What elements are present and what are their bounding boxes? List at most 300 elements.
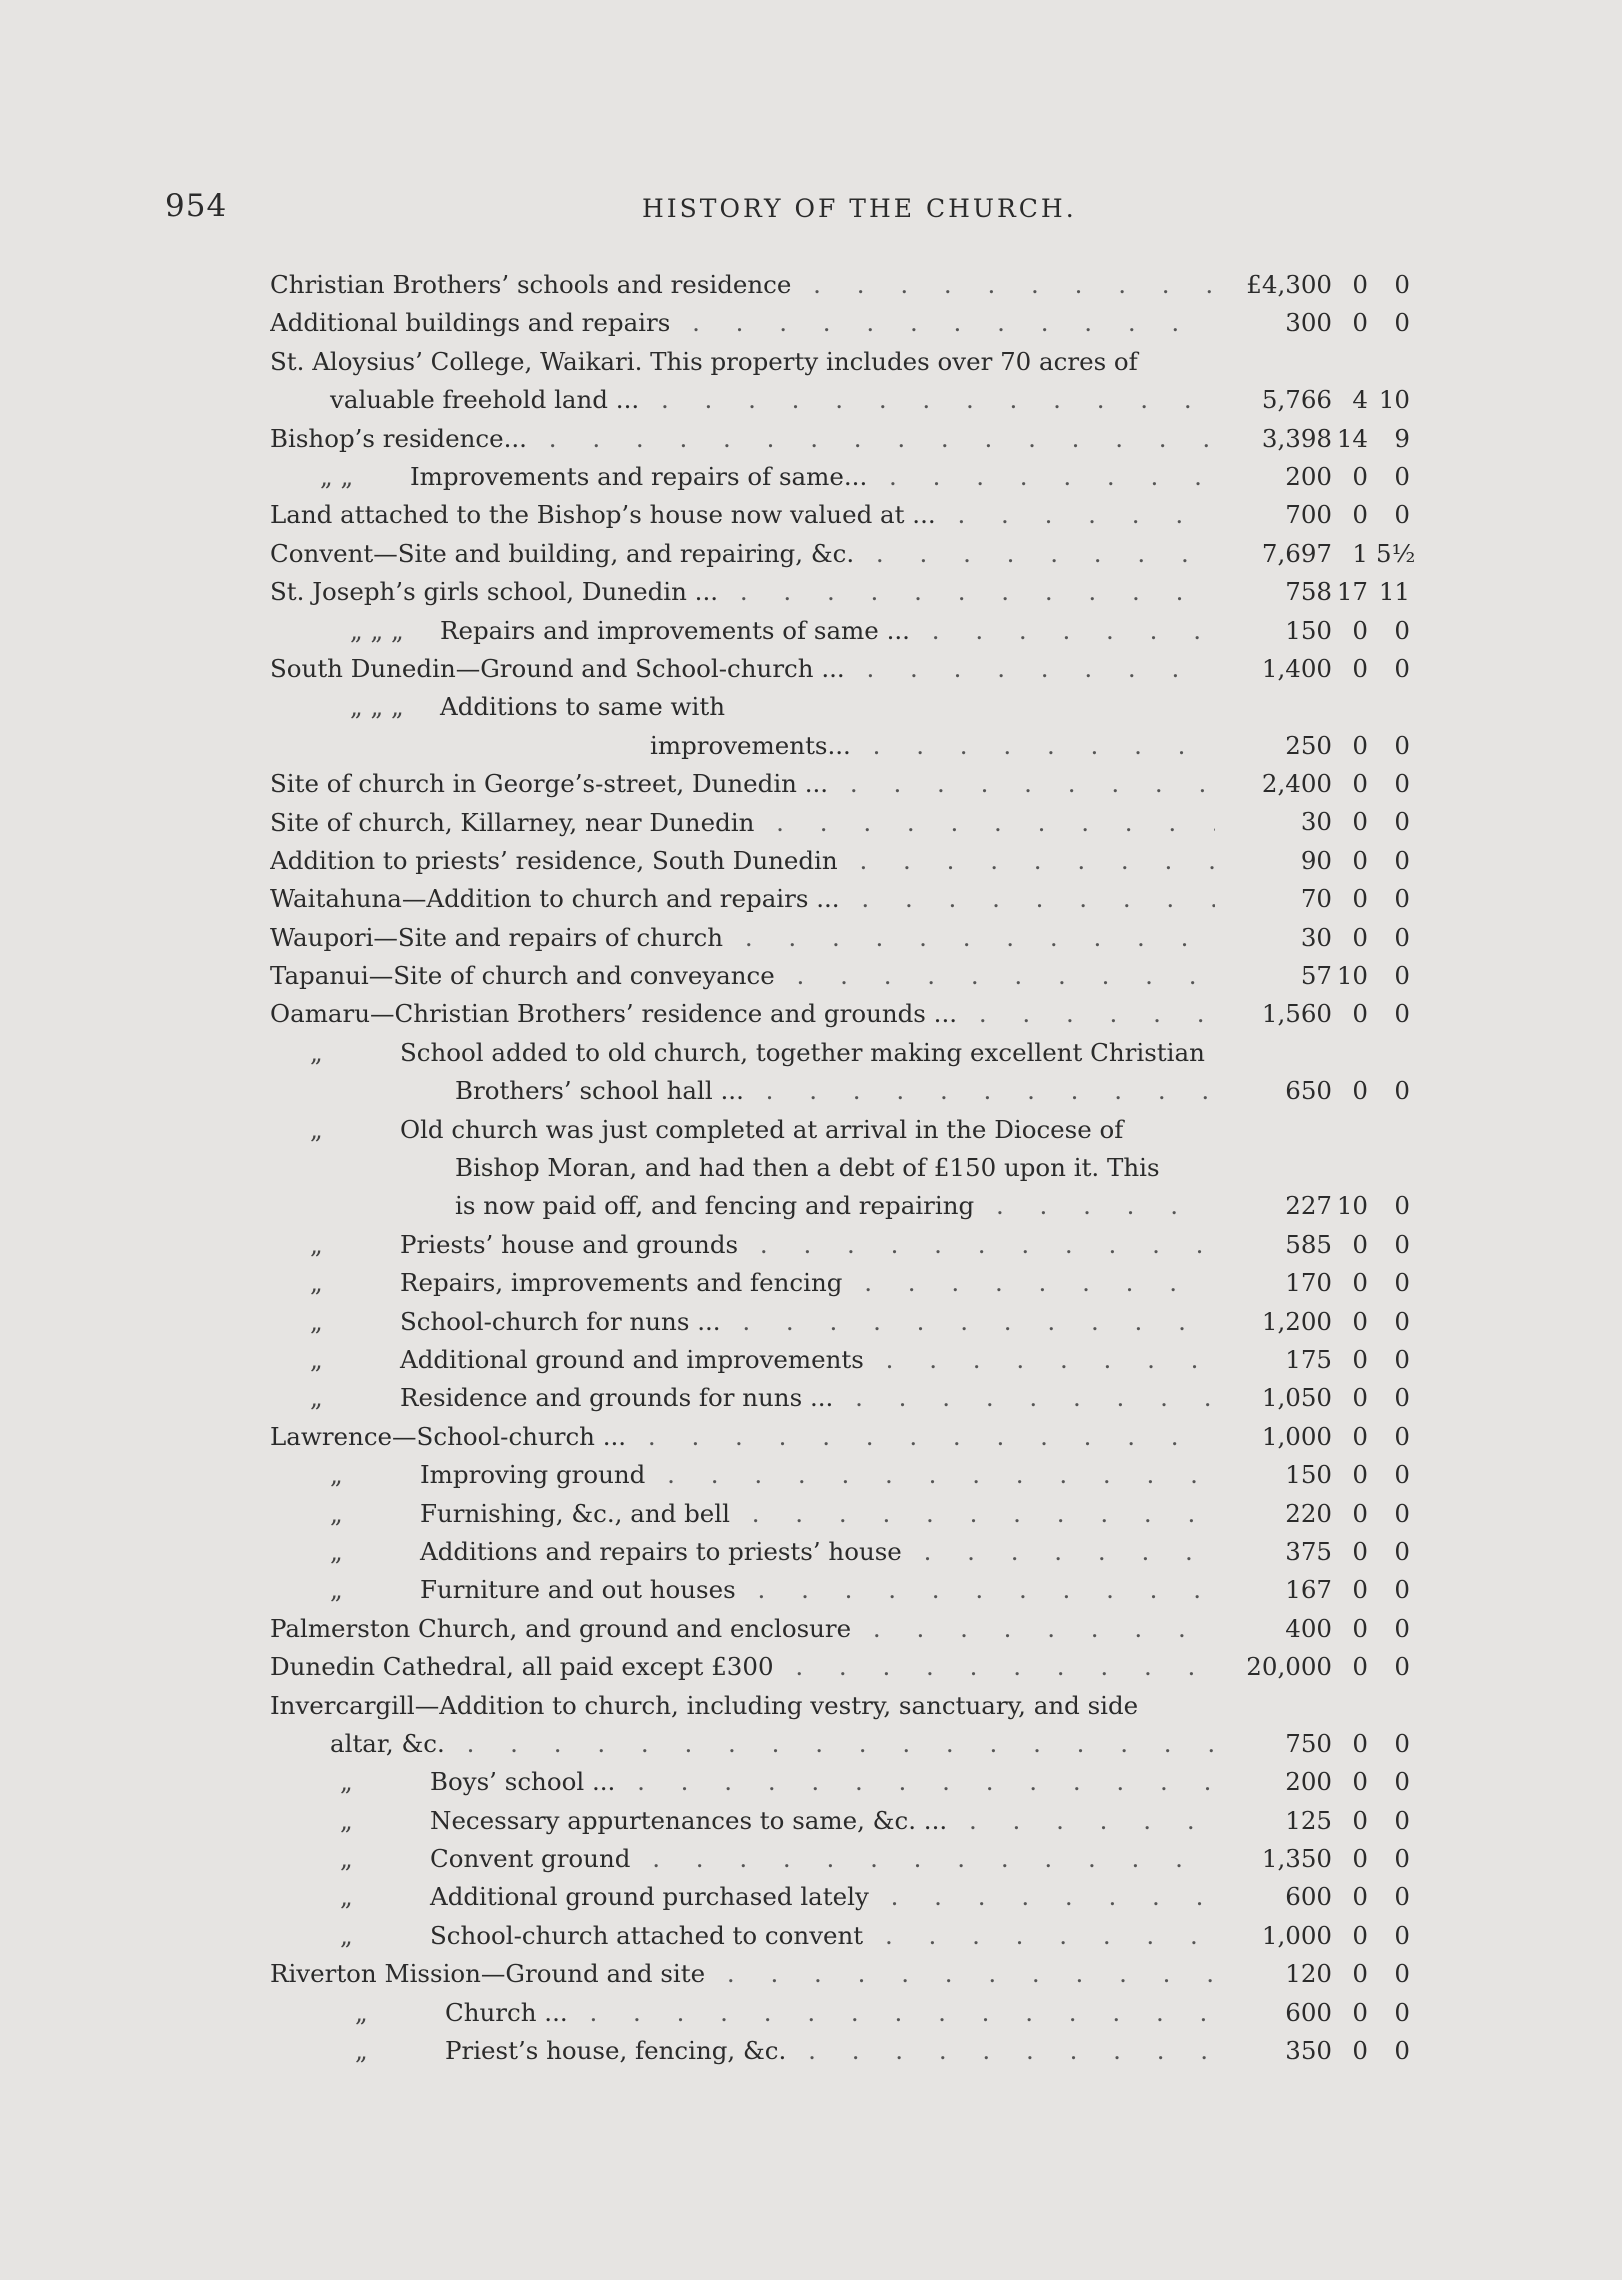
pence-value: 0 (1394, 1728, 1410, 1758)
entry-description (270, 1917, 1215, 1955)
entry-row (270, 535, 1430, 573)
entry-row (270, 1303, 1430, 1341)
entry-description (270, 1533, 1215, 1571)
description-line (270, 535, 1215, 573)
description-line (270, 1149, 1215, 1187)
description-text: Waitahuna—Addition to church and repairs ... (270, 884, 840, 914)
pounds-value: 1,560 (1261, 999, 1332, 1029)
description-text: Land attached to the Bishop’s house now valued at ... (270, 500, 936, 530)
entry-description (270, 957, 1215, 995)
ditto-mark: „ (340, 1805, 353, 1835)
description-text: Convent ground (430, 1844, 631, 1874)
shillings-value: 0 (1352, 845, 1368, 875)
entry-description (270, 650, 1215, 688)
entry-description (270, 458, 1215, 496)
pounds-value: 250 (1285, 730, 1332, 760)
shillings-value: 10 (1336, 1191, 1368, 1221)
pence-value: 0 (1394, 1076, 1410, 1106)
entry-row (270, 1495, 1430, 1533)
entry-description (270, 343, 1215, 420)
entry-row (270, 573, 1430, 611)
shillings-value: 1 (1352, 538, 1368, 568)
shillings-value: 0 (1352, 1498, 1368, 1528)
description-text: South Dunedin—Ground and School-church ... (270, 653, 845, 683)
pounds-value: 3,398 (1261, 423, 1332, 453)
pounds-value: 30 (1300, 807, 1332, 837)
description-text: Improving ground (420, 1460, 646, 1490)
entry-row (270, 1111, 1430, 1226)
running-title: HISTORY OF THE CHURCH. (642, 194, 1077, 223)
entry-amount (1210, 458, 1410, 496)
description-line (270, 1187, 1215, 1225)
description-line (270, 1571, 1215, 1609)
shillings-value: 10 (1336, 961, 1368, 991)
pence-value: 0 (1394, 2036, 1410, 2066)
pounds-value: 1,000 (1261, 1920, 1332, 1950)
entry-row (270, 612, 1430, 650)
entry-row (270, 1571, 1430, 1609)
ditto-mark: „ (330, 1536, 343, 1566)
pence-value: 0 (1394, 807, 1410, 837)
pence-value: 0 (1394, 269, 1410, 299)
ditto-mark: „ „ „ (350, 692, 404, 722)
description-line (270, 496, 1215, 534)
entry-row (270, 1917, 1430, 1955)
shillings-value: 0 (1352, 922, 1368, 952)
entry-amount (1210, 1802, 1410, 1840)
entry-description (270, 1994, 1215, 2032)
shillings-value: 0 (1352, 730, 1368, 760)
entry-description (270, 1955, 1215, 1993)
description-text: School-church for nuns ... (400, 1306, 721, 1336)
description-line (270, 304, 1215, 342)
description-line (270, 1917, 1215, 1955)
description-text: Furniture and out houses (420, 1575, 736, 1605)
pounds-value: 300 (1285, 308, 1332, 338)
pounds-value: 70 (1300, 884, 1332, 914)
pounds-value: 1,000 (1261, 1421, 1332, 1451)
ditto-mark: „ (340, 1844, 353, 1874)
entry-amount (1210, 1878, 1410, 1916)
entry-description (270, 765, 1215, 803)
entry-description (270, 304, 1215, 342)
pence-value: 10 (1378, 385, 1410, 415)
description-text: Repairs, improvements and fencing (400, 1268, 843, 1298)
pounds-value: 1,050 (1261, 1383, 1332, 1413)
pounds-value: 227 (1285, 1191, 1332, 1221)
description-line (270, 880, 1215, 918)
shillings-value: 0 (1352, 1767, 1368, 1797)
entry-amount (1210, 1379, 1410, 1417)
entry-description (270, 2032, 1215, 2070)
pence-value: 0 (1394, 1229, 1410, 1259)
description-line (270, 1802, 1215, 1840)
description-line (270, 995, 1215, 1033)
description-line (270, 1955, 1215, 1993)
description-text: Priests’ house and grounds (400, 1229, 739, 1259)
description-text: St. Aloysius’ College, Waikari. This property includes over 70 acres of (270, 346, 1138, 376)
shillings-value: 0 (1352, 1728, 1368, 1758)
shillings-value: 0 (1352, 1652, 1368, 1682)
ditto-mark: „ (340, 1767, 353, 1797)
description-line (270, 1341, 1215, 1379)
description-text: Dunedin Cathedral, all paid except £300 (270, 1652, 774, 1682)
entry-amount (1210, 1264, 1410, 1302)
entry-description (270, 420, 1215, 458)
entry-description (270, 688, 1215, 765)
entry-amount (1210, 573, 1410, 611)
pounds-value: 600 (1285, 1997, 1332, 2027)
entry-description (270, 1303, 1215, 1341)
entry-description (270, 1763, 1215, 1801)
description-text: School-church attached to convent (430, 1920, 864, 1950)
shillings-value: 0 (1352, 1882, 1368, 1912)
shillings-value: 0 (1352, 1344, 1368, 1374)
description-text: Oamaru—Christian Brothers’ residence and grounds ... (270, 999, 958, 1029)
pounds-value: 700 (1285, 500, 1332, 530)
description-text: Priest’s house, fencing, &c. (445, 2036, 787, 2066)
pounds-value: 2,400 (1261, 769, 1332, 799)
pence-value: 0 (1394, 730, 1410, 760)
pounds-value: 150 (1285, 615, 1332, 645)
description-text: Furnishing, &c., and bell (420, 1498, 730, 1528)
entry-amount (1210, 919, 1410, 957)
description-line (270, 2032, 1215, 2070)
entry-amount (1210, 1111, 1410, 1226)
entry-row (270, 1533, 1430, 1571)
shillings-value: 0 (1352, 1421, 1368, 1451)
description-text: Brothers’ school hall ... (455, 1076, 744, 1106)
entry-row (270, 343, 1430, 420)
entry-description (270, 1226, 1215, 1264)
ditto-mark: „ (355, 1997, 368, 2027)
entry-amount (1210, 1226, 1410, 1264)
ditto-mark: „ „ „ (350, 615, 404, 645)
entry-row (270, 1687, 1430, 1764)
description-line (270, 1840, 1215, 1878)
entry-row (270, 804, 1430, 842)
pounds-value: 90 (1300, 845, 1332, 875)
description-text: altar, &c. (330, 1728, 445, 1758)
description-line (270, 765, 1215, 803)
pounds-value: 350 (1285, 2036, 1332, 2066)
shillings-value: 0 (1352, 884, 1368, 914)
description-line (270, 1533, 1215, 1571)
description-line (270, 1878, 1215, 1916)
entry-amount (1210, 995, 1410, 1033)
pounds-value: 200 (1285, 461, 1332, 491)
description-text: Addition to priests’ residence, South Dunedin (270, 845, 838, 875)
description-text: Christian Brothers’ schools and residence (270, 270, 792, 299)
description-line (270, 343, 1215, 381)
pence-value: 0 (1394, 1344, 1410, 1374)
entry-amount (1210, 1495, 1410, 1533)
entry-description (270, 1495, 1215, 1533)
description-line (270, 1763, 1215, 1801)
entry-amount (1210, 1571, 1410, 1609)
entry-row (270, 842, 1430, 880)
shillings-value: 0 (1352, 1575, 1368, 1605)
description-line (270, 1111, 1215, 1149)
pence-value: 0 (1394, 1767, 1410, 1797)
entry-description (270, 1878, 1215, 1916)
shillings-value: 0 (1352, 1844, 1368, 1874)
description-text: Church ... (445, 1997, 568, 2027)
ditto-mark: „ (310, 1114, 323, 1144)
entry-amount (1210, 496, 1410, 534)
pence-value: 0 (1394, 308, 1410, 338)
entry-description (270, 880, 1215, 918)
entry-row (270, 957, 1430, 995)
description-text: Convent—Site and building, and repairing, &c. (270, 538, 855, 568)
description-line (270, 1687, 1215, 1725)
pence-value: 0 (1394, 1383, 1410, 1413)
entry-amount (1210, 266, 1410, 304)
pounds-value: 150 (1285, 1460, 1332, 1490)
entry-row (270, 266, 1430, 304)
entry-row (270, 1264, 1430, 1302)
entry-description (270, 1456, 1215, 1494)
entry-description (270, 1264, 1215, 1302)
entry-row (270, 2032, 1430, 2070)
entry-amount (1210, 304, 1410, 342)
pounds-value: 5,766 (1261, 385, 1332, 415)
shillings-value: 0 (1352, 1997, 1368, 2027)
shillings-value: 0 (1352, 807, 1368, 837)
entry-amount (1210, 1341, 1410, 1379)
pence-value: 0 (1394, 1536, 1410, 1566)
ditto-mark: „ (330, 1575, 343, 1605)
pounds-value: 585 (1285, 1229, 1332, 1259)
entry-row (270, 1802, 1430, 1840)
entry-description (270, 1648, 1215, 1686)
shillings-value: 0 (1352, 999, 1368, 1029)
description-line (270, 1456, 1215, 1494)
ditto-mark: „ (310, 1306, 323, 1336)
description-line (270, 1034, 1215, 1072)
shillings-value: 0 (1352, 1306, 1368, 1336)
page-number: 954 (165, 188, 228, 224)
pounds-value: 375 (1285, 1536, 1332, 1566)
entry-amount (1210, 957, 1410, 995)
pounds-value: 600 (1285, 1882, 1332, 1912)
shillings-value: 0 (1352, 769, 1368, 799)
pounds-value: 167 (1285, 1575, 1332, 1605)
entry-description (270, 1418, 1215, 1456)
description-line (270, 919, 1215, 957)
entry-description (270, 804, 1215, 842)
description-line (270, 1303, 1215, 1341)
entry-amount (1210, 650, 1410, 688)
description-text: Tapanui—Site of church and conveyance (270, 961, 775, 991)
pence-value: 0 (1394, 1805, 1410, 1835)
pounds-value: 125 (1285, 1805, 1332, 1835)
pence-value: 11 (1378, 577, 1410, 607)
page-header (165, 188, 1465, 232)
entry-row (270, 1610, 1430, 1648)
description-line (270, 420, 1215, 458)
ditto-mark: „ (340, 1920, 353, 1950)
description-text: Additions to same with (440, 692, 725, 722)
entry-amount (1210, 1648, 1410, 1686)
shillings-value: 0 (1352, 1076, 1368, 1106)
pounds-value: 220 (1285, 1498, 1332, 1528)
entry-row (270, 650, 1430, 688)
pence-value: 0 (1394, 884, 1410, 914)
entry-amount (1210, 1610, 1410, 1648)
entry-amount (1210, 765, 1410, 803)
shillings-value: 0 (1352, 1268, 1368, 1298)
shillings-value: 0 (1352, 500, 1368, 530)
shillings-value: 0 (1352, 1920, 1368, 1950)
entry-row (270, 880, 1430, 918)
description-line (270, 573, 1215, 611)
description-text: improvements... (650, 730, 851, 760)
entry-row (270, 1994, 1430, 2032)
description-line (270, 688, 1215, 726)
pounds-value: 120 (1285, 1959, 1332, 1989)
description-line (270, 1648, 1215, 1686)
entry-description (270, 1610, 1215, 1648)
entry-row (270, 1840, 1430, 1878)
description-text: Palmerston Church, and ground and enclosure (270, 1613, 852, 1643)
entry-amount (1210, 1034, 1410, 1111)
pence-value: 0 (1394, 653, 1410, 683)
description-line (270, 650, 1215, 688)
pounds-value: 400 (1285, 1613, 1332, 1643)
description-line (270, 1226, 1215, 1264)
shillings-value: 0 (1352, 1460, 1368, 1490)
pence-value: 0 (1394, 1882, 1410, 1912)
entry-description (270, 995, 1215, 1033)
shillings-value: 0 (1352, 615, 1368, 645)
description-text: Invercargill—Addition to church, including vestry, sanctuary, and side (270, 1690, 1139, 1720)
entry-description (270, 573, 1215, 611)
entry-amount (1210, 880, 1410, 918)
description-line (270, 1264, 1215, 1302)
pounds-value: 170 (1285, 1268, 1332, 1298)
pence-value: 0 (1394, 961, 1410, 991)
entry-amount (1210, 2032, 1410, 2070)
entry-amount (1210, 1303, 1410, 1341)
entry-row (270, 458, 1430, 496)
pence-value: 0 (1394, 1460, 1410, 1490)
shillings-value: 0 (1352, 1383, 1368, 1413)
description-text: Boys’ school ... (430, 1767, 616, 1797)
description-text: Improvements and repairs of same... (410, 461, 868, 491)
description-text: Bishop Moran, and had then a debt of £150 upon it. This (455, 1153, 1160, 1183)
entry-description (270, 266, 1215, 304)
entry-amount (1210, 804, 1410, 842)
entry-description (270, 535, 1215, 573)
ditto-mark: „ (310, 1383, 323, 1413)
entry-description (270, 1379, 1215, 1417)
entry-row (270, 1226, 1430, 1264)
description-text: Waupori—Site and repairs of church (270, 922, 724, 952)
entry-row (270, 919, 1430, 957)
description-text: is now paid off, and fencing and repairing (455, 1191, 975, 1221)
pence-value: 0 (1394, 1959, 1410, 1989)
entry-amount (1210, 612, 1410, 650)
entry-row (270, 1878, 1430, 1916)
entry-description (270, 1687, 1215, 1764)
entry-amount (1210, 1533, 1410, 1571)
pounds-value: 20,000 (1246, 1652, 1332, 1682)
description-line (270, 727, 1215, 765)
entry-amount (1210, 1955, 1410, 1993)
entry-amount (1210, 1917, 1410, 1955)
description-line (270, 1072, 1215, 1110)
description-line (270, 842, 1215, 880)
shillings-value: 17 (1336, 577, 1368, 607)
ditto-mark: „ (355, 2036, 368, 2066)
description-text: Residence and grounds for nuns ... (400, 1383, 834, 1413)
pence-value: 0 (1394, 1844, 1410, 1874)
entry-row (270, 420, 1430, 458)
pence-value: 0 (1394, 1652, 1410, 1682)
pounds-value: 7,697 (1261, 538, 1332, 568)
shillings-value: 0 (1352, 1959, 1368, 1989)
shillings-value: 0 (1352, 2036, 1368, 2066)
pounds-value: 175 (1285, 1344, 1332, 1374)
shillings-value: 14 (1336, 423, 1368, 453)
entry-amount (1210, 535, 1416, 573)
description-line (270, 612, 1215, 650)
entry-row (270, 1341, 1430, 1379)
description-text: Site of church, Killarney, near Dunedin (270, 807, 755, 837)
entry-description (270, 1840, 1215, 1878)
pounds-value: 750 (1285, 1728, 1332, 1758)
description-text: Lawrence—School-church ... (270, 1421, 627, 1451)
pence-value: 9 (1394, 423, 1410, 453)
entry-amount (1210, 1763, 1410, 1801)
pence-value: 0 (1394, 461, 1410, 491)
pence-value: 0 (1394, 1498, 1410, 1528)
pounds-value: 1,200 (1261, 1306, 1332, 1336)
entry-description (270, 842, 1215, 880)
shillings-value: 0 (1352, 1613, 1368, 1643)
ditto-mark: „ (340, 1882, 353, 1912)
entry-row (270, 1418, 1430, 1456)
entry-description (270, 612, 1215, 650)
entry-row (270, 688, 1430, 765)
shillings-value: 0 (1352, 308, 1368, 338)
shillings-value: 0 (1352, 653, 1368, 683)
entry-amount (1210, 1687, 1410, 1764)
description-line (270, 266, 1215, 304)
description-text: Repairs and improvements of same ... (440, 615, 910, 645)
ditto-mark: „ (330, 1460, 343, 1490)
pence-value: 0 (1394, 1613, 1410, 1643)
pence-value: 0 (1394, 1997, 1410, 2027)
entry-description (270, 1111, 1215, 1226)
entry-row (270, 765, 1430, 803)
entry-amount (1210, 420, 1410, 458)
entry-amount (1210, 343, 1410, 420)
entry-amount (1210, 1418, 1410, 1456)
description-line (270, 1610, 1215, 1648)
pounds-value: 30 (1300, 922, 1332, 952)
ditto-mark: „ (310, 1268, 323, 1298)
pence-value: 0 (1394, 500, 1410, 530)
pence-value: 0 (1394, 1575, 1410, 1605)
description-text: Necessary appurtenances to same, &c. ... (430, 1805, 948, 1835)
entry-amount (1210, 688, 1410, 765)
shillings-value: 0 (1352, 1229, 1368, 1259)
pence-value: 0 (1394, 1920, 1410, 1950)
description-line (270, 458, 1215, 496)
entry-description (270, 1571, 1215, 1609)
